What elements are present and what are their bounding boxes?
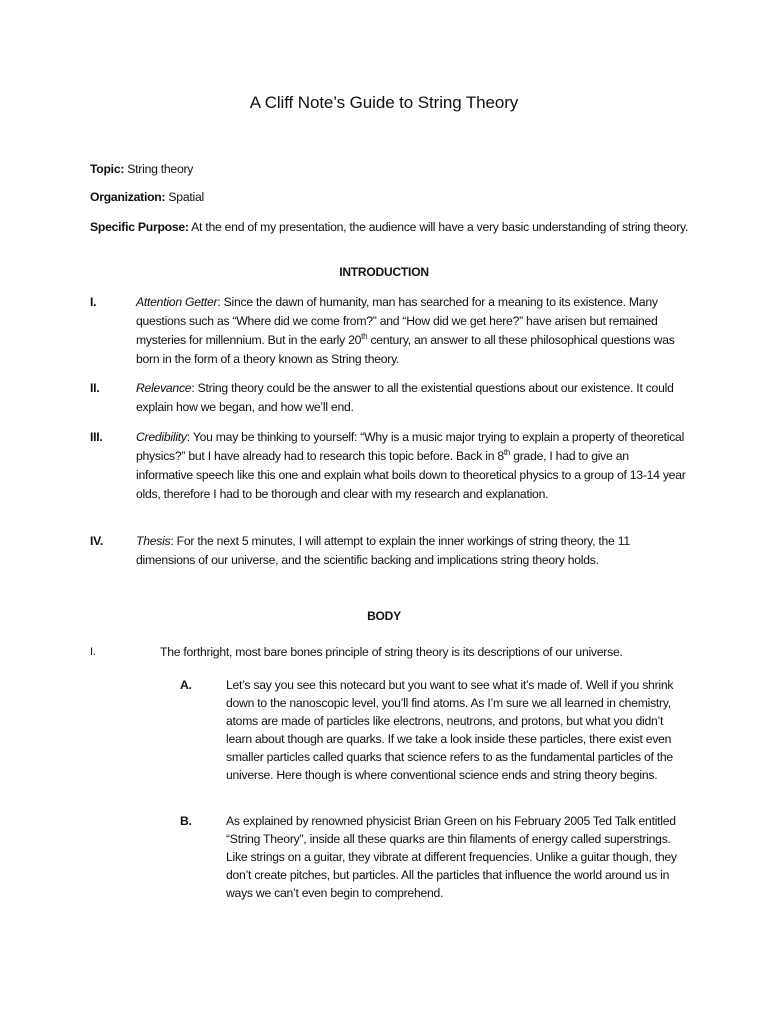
- subpoint-text: As explained by renowned physicist Brian Green on his February 2005 Ted Talk entitled “String Theory”, inside all these quarks are thin filaments of energy called superstrings. Like strings on a guitar, they vibrate at different frequencies. Unlike a guitar though, they don’t create pitches, but particles. All the particles that influence the world around us in ways we can’t even begin to comprehend.: [226, 814, 677, 900]
- intro-item-body: : Since the dawn of humanity, man has searched for a meaning to its existence. Many questions such as “Where did we come from?” and “How did we get here?” have arisen but remained mysteries for millennium. But in the early 20: [136, 295, 658, 347]
- document-title: A Cliff Note’s Guide to String Theory: [249, 93, 519, 112]
- organization-value: Spatial: [165, 190, 204, 204]
- intro-item-lead: Relevance: [136, 381, 192, 395]
- subpoint-letter: B.: [180, 814, 192, 828]
- specific-purpose-value: At the end of my presentation, the audience will have a very basic understanding of string theory.: [188, 220, 689, 234]
- intro-item-number: IV.: [90, 534, 104, 548]
- superscript: th: [361, 331, 368, 341]
- subpoint-letter: A.: [180, 678, 192, 692]
- intro-item-body: : You may be thinking to yourself: “Why is a music major trying to explain a property of theoretical physics?” but I have already had to research this topic before. Back in 8: [136, 430, 685, 463]
- intro-item-lead: Credibility: [136, 430, 187, 444]
- specific-purpose-line: [90, 218, 690, 237]
- intro-item-text: [136, 428, 688, 504]
- body-point-text: The forthright, most bare bones principle of string theory is its descriptions of our universe.: [160, 645, 623, 659]
- intro-item-number: I.: [90, 295, 97, 309]
- topic-value: String theory: [124, 162, 194, 176]
- intro-item-body: : String theory could be the answer to all the existential questions about our existence. It could explain how we began, and how we’ll end.: [136, 381, 674, 414]
- topic-label: Topic:: [90, 162, 125, 176]
- body-point-number: I.: [90, 646, 96, 658]
- organization-line: [90, 188, 690, 207]
- intro-item-number: II.: [90, 381, 100, 395]
- intro-item-text: [136, 293, 688, 369]
- intro-item-body: : For the next 5 minutes, I will attempt to explain the inner workings of string theory, the 11 dimensions of our universe, and the scientific backing and implications string theory holds.: [136, 534, 630, 567]
- specific-purpose-label: Specific Purpose:: [90, 220, 189, 234]
- intro-item-number: III.: [90, 430, 103, 444]
- intro-item-lead: Thesis: [136, 534, 171, 548]
- organization-label: Organization:: [90, 190, 166, 204]
- topic-line: [90, 160, 690, 179]
- intro-item-text: [136, 532, 688, 570]
- intro-item-lead: Attention Getter: [136, 295, 218, 309]
- intro-item-text: [136, 379, 688, 417]
- introduction-heading: INTRODUCTION: [339, 265, 429, 279]
- superscript: th: [503, 447, 511, 457]
- intro-item-body-cont: grade, I had to give an informative speech like this one and explain what boils down to theoretical physics to a group of 13-14 year olds, therefore I had to be thorough and clear with my research and explanation.: [136, 449, 686, 501]
- subpoint-text: Let’s say you see this notecard but you want to see what it’s made of. Well if you shrink down to the nanoscopic level, you’ll find atoms. As I’m sure we all learned in chemistry, atoms are made of particles like electrons, neutrons, and protons, but what you didn’t learn about though are quarks. If we take a look inside these particles, there exist even smaller particles called quarks that science refers to as the fundamental particles of the universe. Here though is where conventional science ends and string theory begins.: [226, 678, 674, 782]
- intro-item-body-cont: century, an answer to all these philosophical questions was born in the form of a theory known as String theory.: [136, 333, 675, 366]
- body-heading: BODY: [367, 609, 401, 623]
